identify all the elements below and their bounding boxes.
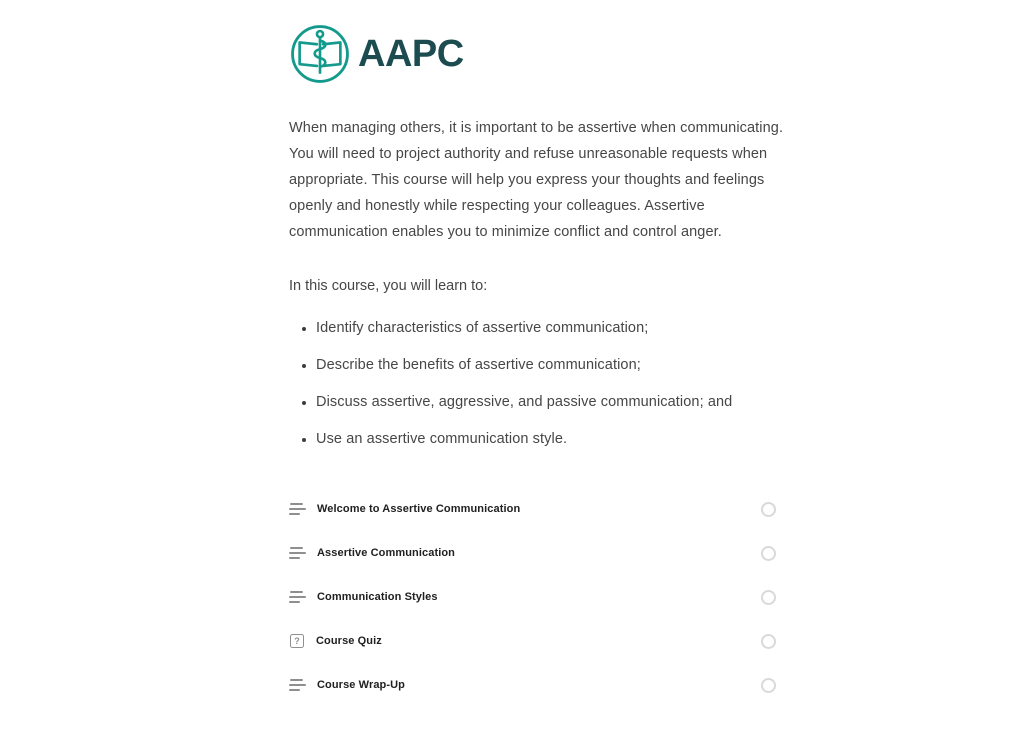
objective-item: • Describe the benefits of assertive communication; xyxy=(316,352,806,378)
progress-circle-icon xyxy=(761,678,776,693)
module-row-course-wrap-up[interactable] xyxy=(289,663,776,707)
objectives-list xyxy=(289,315,806,452)
quiz-question-icon: ? xyxy=(290,634,304,648)
module-list xyxy=(289,487,776,707)
progress-circle-icon xyxy=(761,634,776,649)
module-row-communication-styles[interactable] xyxy=(289,575,776,619)
aapc-logo xyxy=(289,23,1023,85)
lesson-lines-icon xyxy=(289,502,306,516)
module-row-welcome[interactable] xyxy=(289,487,776,531)
module-row-assertive-communication[interactable] xyxy=(289,531,776,575)
progress-circle-icon xyxy=(761,590,776,605)
lesson-lines-icon xyxy=(289,590,306,604)
progress-circle-icon xyxy=(761,502,776,517)
objective-item: • Discuss assertive, aggressive, and passive communication; and xyxy=(316,389,806,415)
module-title: Course Quiz xyxy=(316,635,382,647)
module-title: Course Wrap-Up xyxy=(317,679,405,691)
module-row-course-quiz[interactable] xyxy=(289,619,776,663)
module-title: Welcome to Assertive Communication xyxy=(317,503,521,515)
intro-paragraph: When managing others, it is important to be assertive when communicating. You will need to project authority and refuse unreasonable requests when appropriate. This course will help you express your thoughts and feelings openly and honestly while respecting your colleagues. Assertive communication enables you to minimize conflict and control anger. xyxy=(289,120,784,240)
objective-item: • Identify characteristics of assertive communication; xyxy=(316,315,806,341)
aapc-wordmark: AAPC xyxy=(358,32,464,75)
lesson-lines-icon xyxy=(289,678,306,692)
progress-circle-icon xyxy=(761,546,776,561)
module-title: Communication Styles xyxy=(317,591,438,603)
module-title: Assertive Communication xyxy=(317,547,456,559)
learobjectives-intro-text: In this course, you will learn to: xyxy=(289,278,488,294)
objective-item: • Use an assertive communication style. xyxy=(316,426,806,452)
lesson-lines-icon xyxy=(289,546,306,560)
aapc-logo-mark-icon xyxy=(289,23,351,85)
